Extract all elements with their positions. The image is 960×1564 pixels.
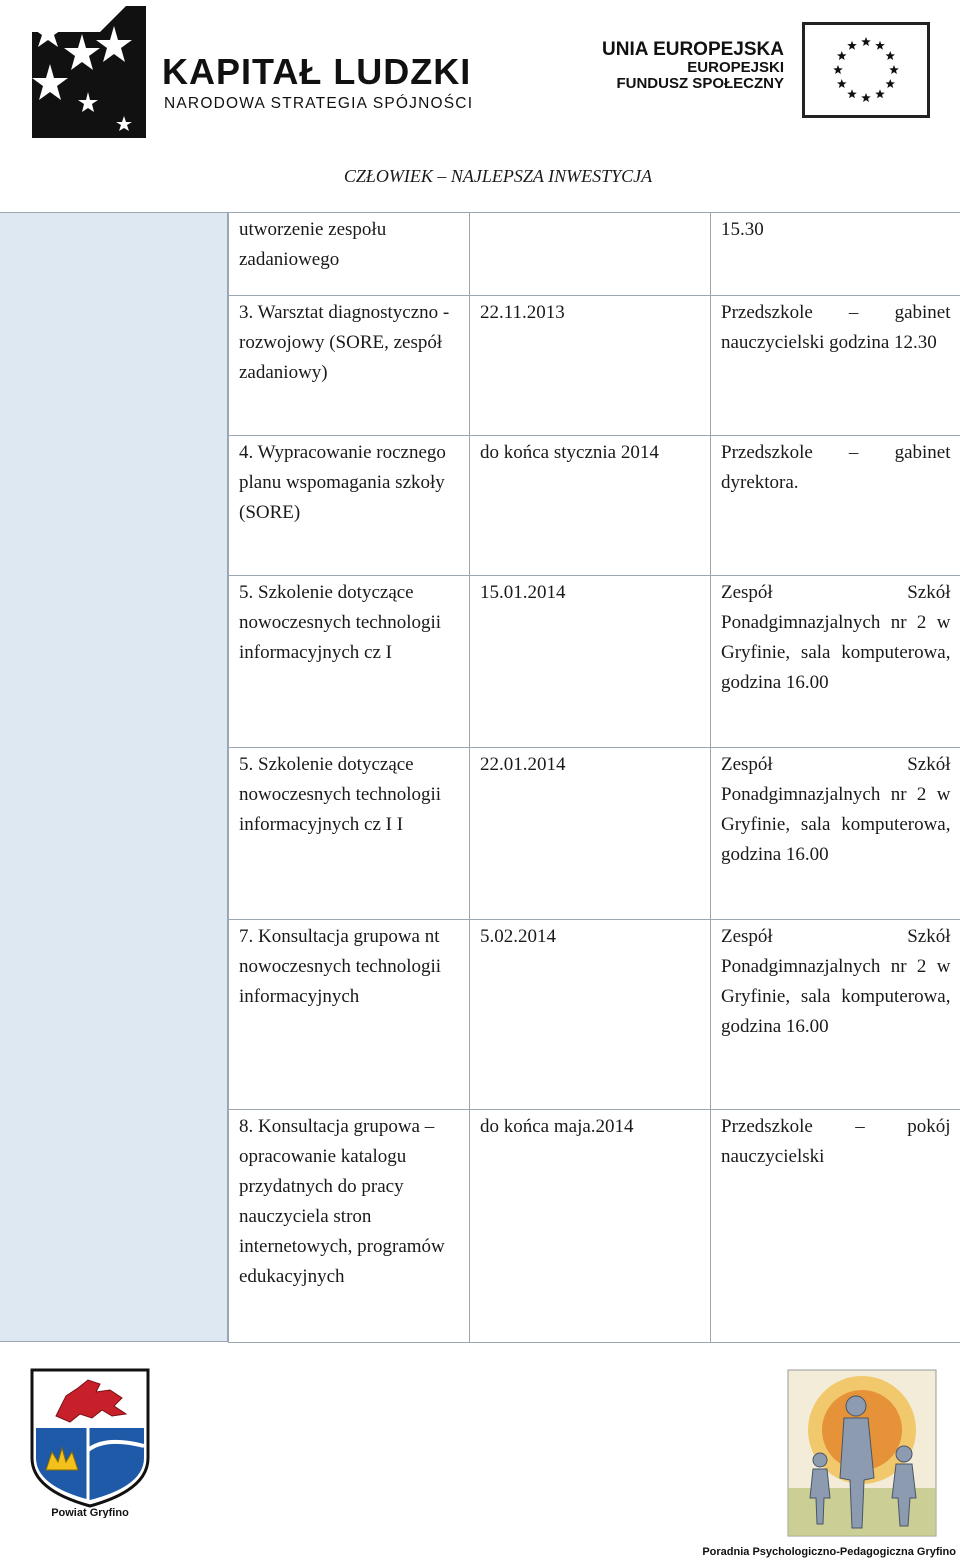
eu-star-icon bbox=[885, 79, 895, 88]
place-cell bbox=[711, 213, 960, 296]
table-row bbox=[229, 296, 960, 436]
eu-star-icon bbox=[861, 37, 871, 46]
task-text: 8. Konsultacja grupowa – opracowanie katalogu przydatnych do pracy nauczyciela stron internetowych, programów edukacyjnych bbox=[239, 1116, 445, 1287]
task-text: 5. Szkolenie dotyczące nowoczesnych technologii informacyjnych cz I I bbox=[239, 754, 442, 835]
powiat-gryfino-crest bbox=[26, 1366, 154, 1518]
eu-star-icon bbox=[837, 51, 847, 60]
date-text: 22.01.2014 bbox=[480, 754, 566, 775]
date-cell bbox=[470, 1110, 711, 1343]
place-cell bbox=[711, 436, 960, 576]
task-cell bbox=[229, 296, 470, 436]
date-text: 22.11.2013 bbox=[480, 302, 565, 323]
date-cell bbox=[470, 296, 711, 436]
date-cell bbox=[470, 436, 711, 576]
date-cell bbox=[470, 748, 711, 920]
eu-star-icon bbox=[861, 93, 871, 102]
date-cell bbox=[470, 213, 711, 296]
left-shaded-column bbox=[0, 212, 228, 1342]
eu-star-icon bbox=[875, 89, 885, 98]
task-cell bbox=[229, 748, 470, 920]
eu-star-icon bbox=[885, 51, 895, 60]
date-text: 5.02.2014 bbox=[480, 926, 556, 947]
date-cell bbox=[470, 576, 711, 748]
eu-star-icon bbox=[847, 89, 857, 98]
schedule-table bbox=[228, 212, 960, 1343]
eu-flag-icon bbox=[802, 22, 930, 118]
task-text: 7. Konsultacja grupowa nt nowoczesnych technologii informacyjnych bbox=[239, 926, 442, 1007]
task-cell bbox=[229, 920, 470, 1110]
table-row bbox=[229, 213, 960, 296]
date-text: do końca maja.2014 bbox=[480, 1116, 634, 1137]
poradnia-label: Poradnia Psychologiczno-Pedagogiczna Gryfino bbox=[702, 1546, 956, 1558]
eu-star-icon bbox=[837, 79, 847, 88]
kapital-ludzki-logo bbox=[30, 4, 148, 140]
date-text: 15.01.2014 bbox=[480, 582, 566, 603]
table-row bbox=[229, 748, 960, 920]
place-text: Przedszkole – pokój nauczycielski bbox=[721, 1116, 951, 1167]
date-text bbox=[480, 213, 700, 215]
place-text: Zespół Szkół Ponadgimnazjalnych nr 2 w Gryfinie, sala komputerowa, godzina 16.00 bbox=[721, 582, 951, 693]
place-cell bbox=[711, 576, 960, 748]
eu-star-icon bbox=[889, 65, 899, 74]
place-cell bbox=[711, 296, 960, 436]
table-row bbox=[229, 576, 960, 748]
task-text: 5. Szkolenie dotyczące nowoczesnych technologii informacyjnych cz I bbox=[239, 582, 442, 663]
kapital-ludzki-subtitle: NARODOWA STRATEGIA SPÓJNOŚCI bbox=[164, 95, 474, 112]
ue-line-2: EUROPEJSKI bbox=[687, 58, 784, 76]
table-row bbox=[229, 1110, 960, 1343]
powiat-label: Powiat Gryfino bbox=[51, 1507, 129, 1518]
page-header bbox=[0, 0, 960, 205]
poradnia-family-image bbox=[786, 1368, 938, 1538]
place-text: Zespół Szkół Ponadgimnazjalnych nr 2 w Gryfinie, sala komputerowa, godzina 16.00 bbox=[721, 754, 951, 865]
eu-fund-text bbox=[596, 40, 784, 91]
place-cell bbox=[711, 1110, 960, 1343]
table-row bbox=[229, 920, 960, 1110]
kapital-ludzki-title: KAPITAŁ LUDZKI bbox=[162, 51, 472, 92]
task-cell bbox=[229, 1110, 470, 1343]
place-text: Przedszkole – gabinet dyrektora. bbox=[721, 442, 951, 493]
eu-star-icon bbox=[847, 41, 857, 50]
task-text: 4. Wypracowanie rocznego planu wspomagania szkoły (SORE) bbox=[239, 442, 446, 523]
date-cell bbox=[470, 920, 711, 1110]
task-cell bbox=[229, 436, 470, 576]
place-cell bbox=[711, 748, 960, 920]
motto: CZŁOWIEK – NAJLEPSZA INWESTYCJA bbox=[343, 166, 653, 186]
task-cell bbox=[229, 576, 470, 748]
task-cell bbox=[229, 213, 470, 296]
ue-line-3: FUNDUSZ SPOŁECZNY bbox=[616, 74, 784, 92]
ue-line-1: UNIA EUROPEJSKA bbox=[602, 39, 784, 60]
place-text: 15.30 bbox=[721, 219, 764, 240]
task-text: 3. Warsztat diagnostyczno - rozwojowy (SORE, zespół zadaniowy) bbox=[239, 302, 450, 383]
table-row bbox=[229, 436, 960, 576]
date-text: do końca stycznia 2014 bbox=[480, 442, 659, 463]
place-cell bbox=[711, 920, 960, 1110]
task-text: utworzenie zespołu zadaniowego bbox=[239, 219, 387, 270]
place-text: Zespół Szkół Ponadgimnazjalnych nr 2 w Gryfinie, sala komputerowa, godzina 16.00 bbox=[721, 926, 951, 1037]
eu-star-icon bbox=[875, 41, 885, 50]
eu-star-icon bbox=[833, 65, 843, 74]
place-text: Przedszkole – gabinet nauczycielski godzina 12.30 bbox=[721, 302, 951, 353]
